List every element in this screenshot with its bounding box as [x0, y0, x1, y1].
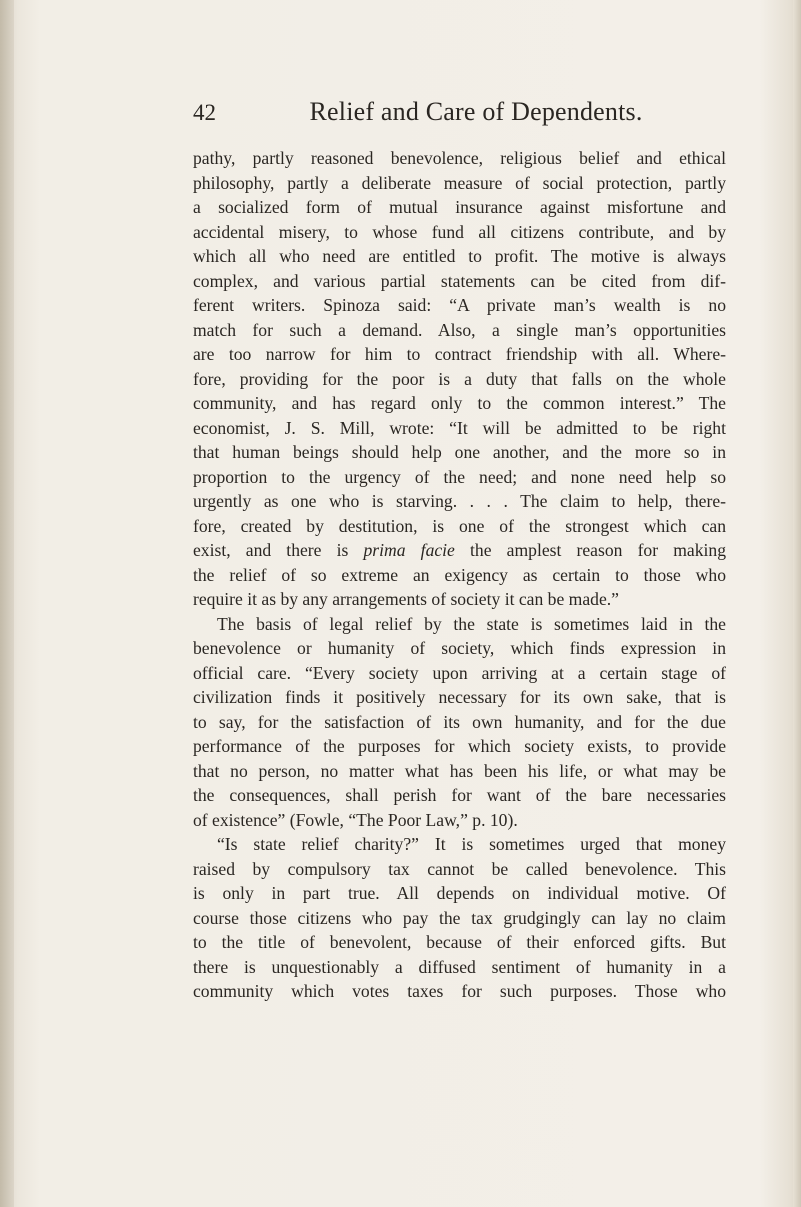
- text-line: which all who need are entitled to profit. The motive is always: [193, 246, 726, 266]
- body-text: [193, 146, 726, 1004]
- text-line: urgently as one who is starving. . . . The claim to help, there-: [193, 491, 726, 511]
- text-line: to say, for the satisfaction of its own humanity, and for the due: [193, 711, 726, 732]
- page-header: [193, 92, 673, 132]
- italic-phrase: prima facie: [363, 540, 455, 560]
- text-line: pathy, partly reasoned benevolence, religious belief and ethical: [193, 148, 726, 168]
- text-line: community, and has regard only to the common interest.” The: [193, 393, 726, 413]
- text-line: match for such a demand. Also, a single man’s opportunities: [193, 319, 726, 340]
- text-line: that no person, no matter what has been his life, or what may be: [193, 760, 726, 781]
- page-gutter-shadow: [0, 0, 14, 1207]
- text-line: benevolence or humanity of society, which finds expression in: [193, 638, 726, 658]
- running-title: Relief and Care of Dependents.: [309, 97, 643, 126]
- text-line: economist, J. S. Mill, wrote: “It will be admitted to be right: [193, 417, 726, 438]
- text-line: fore, created by destitution, is one of the strongest which can: [193, 515, 726, 536]
- text-line: “Is state relief charity?” It is sometimes urged that money: [217, 834, 726, 854]
- text-line: require it as by any arrangements of society it can be made.”: [193, 589, 619, 609]
- text-line: complex, and various partial statements can be cited from dif-: [193, 270, 726, 291]
- text-line: that human beings should help one another, and the more so in: [193, 442, 726, 462]
- text-line: course those citizens who pay the tax grudgingly can lay no claim: [193, 907, 726, 928]
- text-line: philosophy, partly a deliberate measure of social protection, partly: [193, 172, 726, 193]
- text-line: a socialized form of mutual insurance against misfortune and: [193, 197, 726, 217]
- text-line: civilization finds it positively necessary for its own sake, that is: [193, 687, 726, 707]
- text-line: proportion to the urgency of the need; and none need help so: [193, 466, 726, 487]
- text-line: exist, and there is prima facie the amplest reason for making: [193, 540, 726, 560]
- text-line: performance of the purposes for which society exists, to provide: [193, 736, 726, 756]
- text-line: ferent writers. Spinoza said: “A private man’s wealth is no: [193, 295, 726, 315]
- text-line: The basis of legal relief by the state is sometimes laid in the: [217, 613, 726, 634]
- text-line: are too narrow for him to contract friendship with all. Where-: [193, 344, 726, 364]
- text-line: to the title of benevolent, because of their enforced gifts. But: [193, 932, 726, 952]
- text-line: the consequences, shall perish for want of the bare necessaries: [193, 785, 726, 805]
- page-number: 42: [193, 100, 216, 125]
- text-line: the relief of so extreme an exigency as certain to those who: [193, 564, 726, 585]
- text-line: there is unquestionably a diffused sentiment of humanity in a: [193, 956, 726, 977]
- text-line: is only in part true. All depends on individual motive. Of: [193, 883, 726, 903]
- text-line: accidental misery, to whose fund all citizens contribute, and by: [193, 221, 726, 242]
- page-edge-shadow: [793, 0, 801, 1207]
- text-line: official care. “Every society upon arriving at a certain stage of: [193, 662, 726, 683]
- text-line: fore, providing for the poor is a duty that falls on the whole: [193, 368, 726, 389]
- text-line: community which votes taxes for such purposes. Those who: [193, 981, 726, 1001]
- text-line: of existence” (Fowle, “The Poor Law,” p. 10).: [193, 809, 518, 830]
- text-line: raised by compulsory tax cannot be called benevolence. This: [193, 858, 726, 879]
